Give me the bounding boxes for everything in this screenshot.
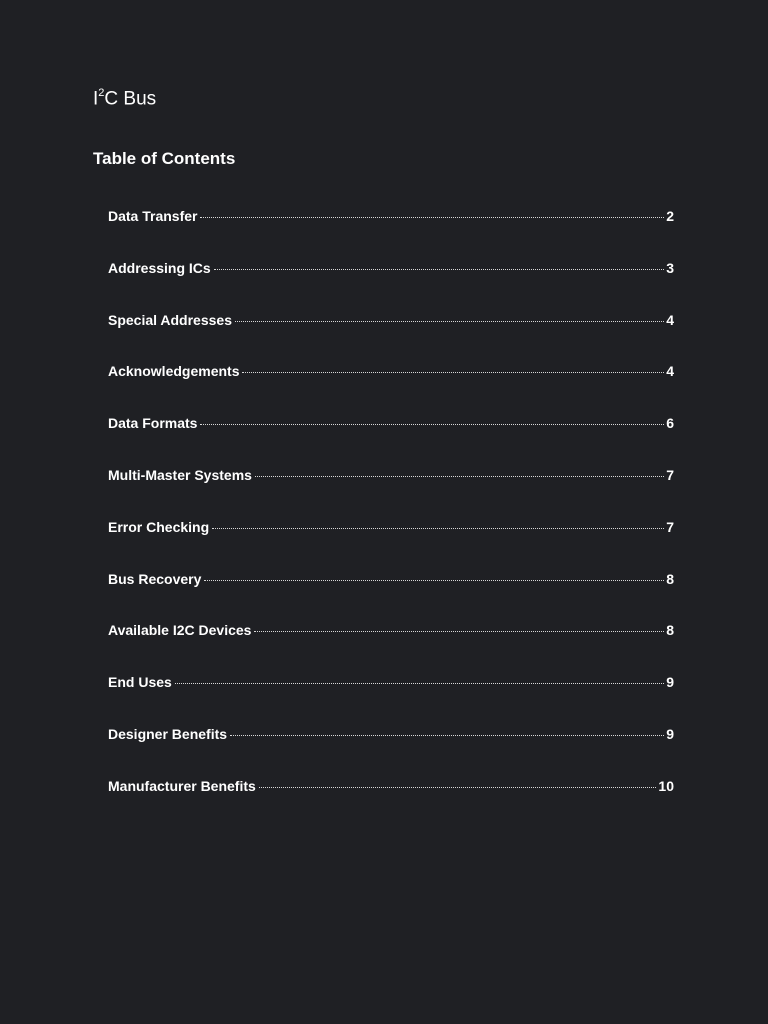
toc-entry-label: End Uses: [108, 674, 172, 691]
toc-entry-label: Bus Recovery: [108, 570, 202, 587]
table-of-contents: [108, 207, 674, 829]
toc-entry-page: 4: [666, 311, 674, 328]
toc-entry-page: 7: [666, 518, 674, 535]
toc-dot-leader: [259, 787, 657, 788]
toc-entry-label: Data Transfer: [108, 208, 198, 224]
toc-entry-label: Special Addresses: [108, 311, 232, 328]
toc-entry-designer-benefits[interactable]: [108, 725, 674, 777]
toc-entry-page: 8: [666, 622, 674, 639]
toc-entry-special-addresses[interactable]: [108, 311, 674, 363]
toc-dot-leader: [235, 321, 664, 322]
toc-entry-label: Available I2C Devices: [108, 622, 252, 639]
toc-entry-error-checking[interactable]: [108, 518, 674, 570]
toc-entry-acknowledgements[interactable]: [108, 362, 674, 414]
toc-dot-leader: [204, 580, 664, 581]
toc-entry-multi-master-systems[interactable]: [108, 466, 674, 518]
toc-entry-page: 8: [666, 570, 674, 587]
toc-entry-available-i2c-devices[interactable]: [108, 621, 674, 673]
toc-entry-data-transfer[interactable]: [108, 207, 674, 259]
toc-entry-page: 4: [666, 363, 674, 380]
toc-dot-leader: [175, 683, 664, 684]
toc-entry-label: Designer Benefits: [108, 725, 228, 742]
toc-entry-addressing-ics[interactable]: [108, 259, 674, 311]
toc-entry-page: 10: [658, 777, 674, 794]
toc-dot-leader: [255, 476, 664, 477]
toc-dot-leader: [212, 528, 664, 529]
toc-entry-label: Manufacturer Benefits: [108, 777, 256, 794]
toc-entry-manufacturer-benefits[interactable]: [108, 777, 674, 829]
document-title: [93, 88, 156, 111]
toc-dot-leader: [214, 269, 665, 270]
toc-entry-page: 2: [666, 208, 674, 224]
toc-entry-label: Data Formats: [108, 415, 198, 432]
toc-entry-end-uses[interactable]: [108, 673, 674, 725]
toc-entry-data-formats[interactable]: [108, 414, 674, 466]
toc-dot-leader: [200, 424, 664, 425]
toc-entry-page: 9: [666, 674, 674, 691]
toc-entry-label: Addressing ICs: [108, 259, 211, 276]
toc-entry-label: Error Checking: [108, 518, 210, 535]
title-suffix: C Bus: [104, 88, 157, 110]
toc-dot-leader: [242, 372, 664, 373]
toc-entry-page: 7: [666, 466, 674, 483]
toc-heading: Table of Contents: [93, 149, 236, 168]
toc-entry-bus-recovery[interactable]: [108, 570, 674, 622]
toc-entry-page: 3: [666, 259, 674, 276]
toc-entry-page: 6: [666, 415, 674, 432]
title-prefix: I: [93, 88, 99, 110]
toc-entry-label: Acknowledgements: [108, 363, 240, 380]
toc-entry-page: 9: [666, 725, 674, 742]
toc-dot-leader: [200, 217, 664, 218]
title-superscript: 2: [98, 87, 105, 99]
toc-dot-leader: [230, 735, 664, 736]
toc-dot-leader: [254, 631, 664, 632]
toc-entry-label: Multi-Master Systems: [108, 466, 252, 483]
